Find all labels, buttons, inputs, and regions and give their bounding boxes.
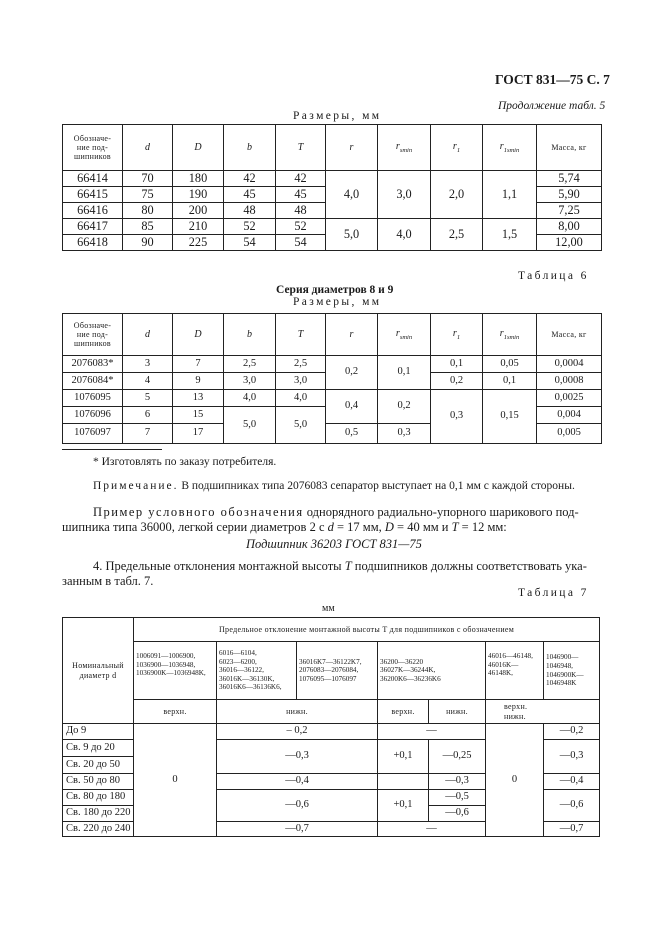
table-row: 66416 80 200 48 48 7,25 [63,203,602,219]
table-row: 1076096 6 15 5,0 5,0 0,004 [63,407,602,424]
table-6: Обозначе- ние под- шипников d D b T r $r_{smin}$ $r_1$ $r_{1smin}$ Масса, кг 2076083* 3 7 2,5 2,5 0,2 0,1 0,1 0,05 0,0004 2076084* 4 9 3,0 3,0 0,2 0,1 0,0008 1076095 5 13 4,0 4,0 0,4 0,2 0,3 0,15 0,0025 1076096 6 15 5,0 5,0 0,004 1076097 7 17 0,5 0,3 0,005 [62,313,602,444]
col-T: T [276,125,326,171]
col-r: r [326,125,378,171]
table7-label: Таблица 7 [518,587,589,599]
table-row: Св. 180 до 220 —0,6 [63,806,600,822]
col-b: b [224,125,276,171]
doc-reference: ГОСТ 831—75 С. 7 [495,72,610,87]
table5-caption: Размеры, мм [293,110,382,122]
table-row: Св. 20 до 50 [63,757,600,774]
table7-unit: мм [322,603,335,614]
col-D: D [173,125,224,171]
table-row: 66417 85 210 52 52 5,0 4,0 2,5 1,5 8,00 [63,219,602,235]
table6-series: Серия диаметров 8 и 9 [276,284,394,296]
col-d: d [123,125,173,171]
example-designation: Подшипник 36203 ГОСТ 831—75 [246,537,422,551]
table-row: 1076097 7 17 0,5 0,3 0,005 [63,424,602,444]
footnote-rule [62,449,162,450]
table-row: Св. 50 до 80 —0,4 —0,3 —0,4 [63,774,600,790]
table-5 [62,124,602,251]
table-row: 1076095 5 13 4,0 4,0 0,4 0,2 0,3 0,15 0,0025 [63,390,602,407]
note: Примечание. В подшипниках типа 2076083 сепаратор выступает на 0,1 мм с каждой стороны. [93,480,575,492]
clause4-line1: 4. Предельные отклонения монтажной высоты T подшипников должны соответствовать ука- [93,559,587,573]
table-row: 66418 90 225 54 54 12,00 [63,235,602,251]
footnote: * Изготовлять по заказу потребителя. [93,456,277,468]
col-designation: Обозначе- ние под- шипников [63,125,123,171]
clause4-line2: занным в табл. 7. [62,574,154,588]
table-7: Номинальный диаметр d Предельное отклонение монтажной высоты T для подшипников с обозначением 1006091—1006900, 1036900—1036948, 1036900K—1036948K, 6016—6104, 6023—6200, 36016—36122, 36016K—36130K, 36016K6—36136K6, 36016K7—36122K7, 2076083—2076084, 1076095—1076097 36200—36220 36027K—36244K, 36200K6—36236K6 46016—46148, 46016K— 46148K, 1046900— 1046948, 1046900K— 1046948K верхн. нижн. верхн. нижн. верхн.нижн. До 9 0 – 0,2 — 0 —0,2 Св. 9 до 20 —0,3 +0,1 —0,25 —0,3 Св. 20 до 50 Св. 50 до 80 —0,4 —0,3 —0,4 Св. 80 до 180 —0,6 +0,1 —0,5 —0,6 Св. 180 до 220 —0,6 Св. 220 до 240 —0,7 — —0,7 [62,617,600,837]
col-mass: Масса, кг [537,125,602,171]
table6-label: Таблица 6 [518,270,589,282]
col-r1: $r_1$ [431,125,483,171]
table6-caption: Размеры, мм [293,296,382,308]
table-row: Св. 80 до 180 —0,6 +0,1 —0,5 —0,6 [63,790,600,806]
table-row: До 9 0 – 0,2 — 0 —0,2 [63,724,600,740]
table7-title: Предельное отклонение монтажной высоты T для подшипников с обозначением [134,618,600,642]
table-row: Св. 9 до 20 —0,3 +0,1 —0,25 —0,3 [63,740,600,757]
table5-continuation: Продолжение табл. 5 [498,100,606,112]
table-row: 66415 75 190 45 45 5,90 [63,187,602,203]
table-row: 66414 70 180 42 42 4,0 3,0 2,0 1,1 5,74 [63,171,602,187]
example-line2: шипника типа 36000, легкой серии диаметров 2 с d = 17 мм, D = 40 мм и T = 12 мм: [62,520,507,534]
table-row: Св. 220 до 240 —0,7 — —0,7 [63,822,600,837]
example-line1: Пример условного обозначения однорядного радиально-упорного шарикового под- [93,505,579,519]
col-nominal-diameter: Номинальный диаметр d [63,618,134,724]
col-r1smin: $r_{1smin}$ [483,125,537,171]
table-row: 2076084* 4 9 3,0 3,0 0,2 0,1 0,0008 [63,373,602,390]
table-row: 2076083* 3 7 2,5 2,5 0,2 0,1 0,1 0,05 0,0004 [63,356,602,373]
col-rsmin: $r_{smin}$ [378,125,431,171]
